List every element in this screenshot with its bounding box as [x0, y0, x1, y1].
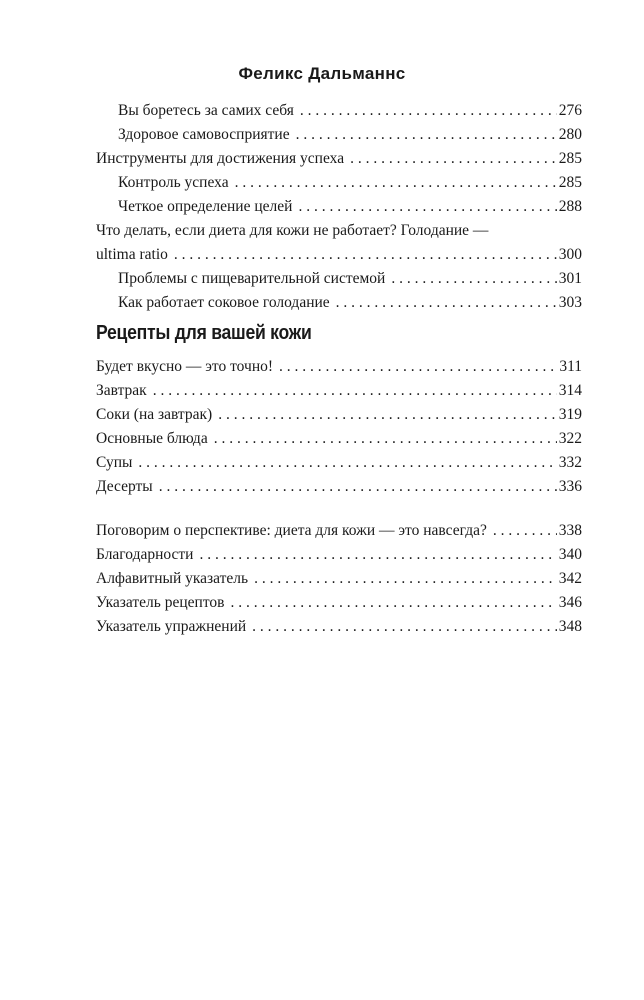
leader-dots — [235, 171, 557, 195]
leader-dots — [153, 379, 557, 403]
toc-entry[interactable] — [96, 615, 582, 639]
leader-dots — [254, 567, 557, 591]
toc-entry-title: Здоровое самовосприятие — [118, 126, 290, 143]
toc-entry-title: Соки (на завтрак) — [96, 406, 213, 423]
toc-entry[interactable] — [96, 291, 582, 315]
leader-dots — [298, 195, 556, 219]
leader-dots — [279, 355, 557, 379]
toc-block-1 — [96, 99, 582, 315]
toc-entry-title-line2: ultima ratio — [96, 246, 168, 263]
leader-dots — [493, 519, 557, 543]
toc-entry-page: 348 — [558, 618, 582, 635]
toc-entry[interactable] — [96, 403, 582, 427]
toc-entry-title: Проблемы с пищеварительной системой — [118, 270, 386, 287]
toc-block-recipes — [96, 355, 582, 499]
toc-entry-title: Супы — [96, 454, 133, 471]
toc-entry-page: 303 — [558, 294, 582, 311]
toc-entry[interactable] — [96, 451, 582, 475]
toc-entry[interactable] — [96, 123, 582, 147]
toc-entry-page: 285 — [558, 150, 582, 167]
toc-entry-title: Основные блюда — [96, 430, 208, 447]
toc-entry-page: 319 — [558, 406, 582, 423]
section-heading: Рецепты для вашей кожи — [96, 322, 312, 344]
toc-entry[interactable] — [96, 147, 582, 171]
toc-entry-multiline[interactable] — [96, 219, 582, 267]
toc-entry-page: 342 — [558, 570, 582, 587]
leader-dots — [174, 243, 557, 267]
toc-entry[interactable] — [96, 355, 582, 379]
leader-dots — [296, 123, 557, 147]
toc-entry-title: Завтрак — [96, 382, 147, 399]
toc-entry-page: 340 — [558, 546, 582, 563]
toc-entry-page: 288 — [558, 198, 582, 215]
toc-entry-page: 311 — [559, 358, 582, 375]
toc-entry[interactable] — [96, 543, 582, 567]
leader-dots — [252, 615, 557, 639]
toc-entry[interactable] — [96, 475, 582, 499]
toc-entry[interactable] — [96, 171, 582, 195]
toc-entry-title-line1: Что делать, если диета для кожи не работает? Голодание — — [96, 222, 489, 239]
toc-entry-page: 338 — [558, 522, 582, 539]
toc-entry-page: 336 — [558, 478, 582, 495]
running-head: Феликс Дальманнс — [238, 64, 406, 83]
leader-dots — [336, 291, 557, 315]
toc-entry-title: Будет вкусно — это точно! — [96, 358, 274, 375]
toc-entry[interactable] — [96, 591, 582, 615]
toc-entry-title: Четкое определение целей — [118, 198, 293, 215]
leader-dots — [159, 475, 557, 499]
toc-entry-title: Вы боретесь за самих себя — [118, 102, 294, 119]
toc-entry-title: Инструменты для достижения успеха — [96, 150, 345, 167]
leader-dots — [214, 427, 557, 451]
leader-dots — [218, 403, 557, 427]
toc-entry[interactable] — [96, 427, 582, 451]
toc-entry-page: 285 — [558, 174, 582, 191]
toc-entry[interactable] — [96, 99, 582, 123]
leader-dots — [300, 99, 557, 123]
toc-entry-page: 332 — [558, 454, 582, 471]
leader-dots — [230, 591, 556, 615]
toc-entry-title: Десерты — [96, 478, 153, 495]
toc-entry-page: 280 — [558, 126, 582, 143]
toc-entry-page: 322 — [558, 430, 582, 447]
toc-entry-page: 346 — [558, 594, 582, 611]
toc-entry-title: Как работает соковое голодание — [118, 294, 330, 311]
toc-entry[interactable] — [96, 379, 582, 403]
toc-entry-page: 276 — [558, 102, 582, 119]
toc-entry-page: 314 — [558, 382, 582, 399]
toc-entry-last-line — [96, 243, 582, 267]
toc-entry-title: Указатель упражнений — [96, 618, 247, 635]
toc-entry[interactable] — [96, 567, 582, 591]
leader-dots — [391, 267, 556, 291]
leader-dots — [199, 543, 556, 567]
toc-entry-title: Поговорим о перспективе: диета для кожи — это навсегда? — [96, 522, 487, 539]
leader-dots — [350, 147, 557, 171]
toc-entry-page: 300 — [558, 246, 582, 263]
toc-entry-title: Контроль успеха — [118, 174, 229, 191]
toc-entry-title: Указатель рецептов — [96, 594, 225, 611]
toc-entry-page: 301 — [558, 270, 582, 287]
toc-entry[interactable] — [96, 519, 582, 543]
toc-entry-title: Алфавитный указатель — [96, 570, 249, 587]
toc-entry-title: Благодарности — [96, 546, 194, 563]
toc-entry[interactable] — [96, 267, 582, 291]
toc-block-end — [96, 519, 582, 639]
leader-dots — [138, 451, 556, 475]
toc-entry[interactable] — [96, 195, 582, 219]
